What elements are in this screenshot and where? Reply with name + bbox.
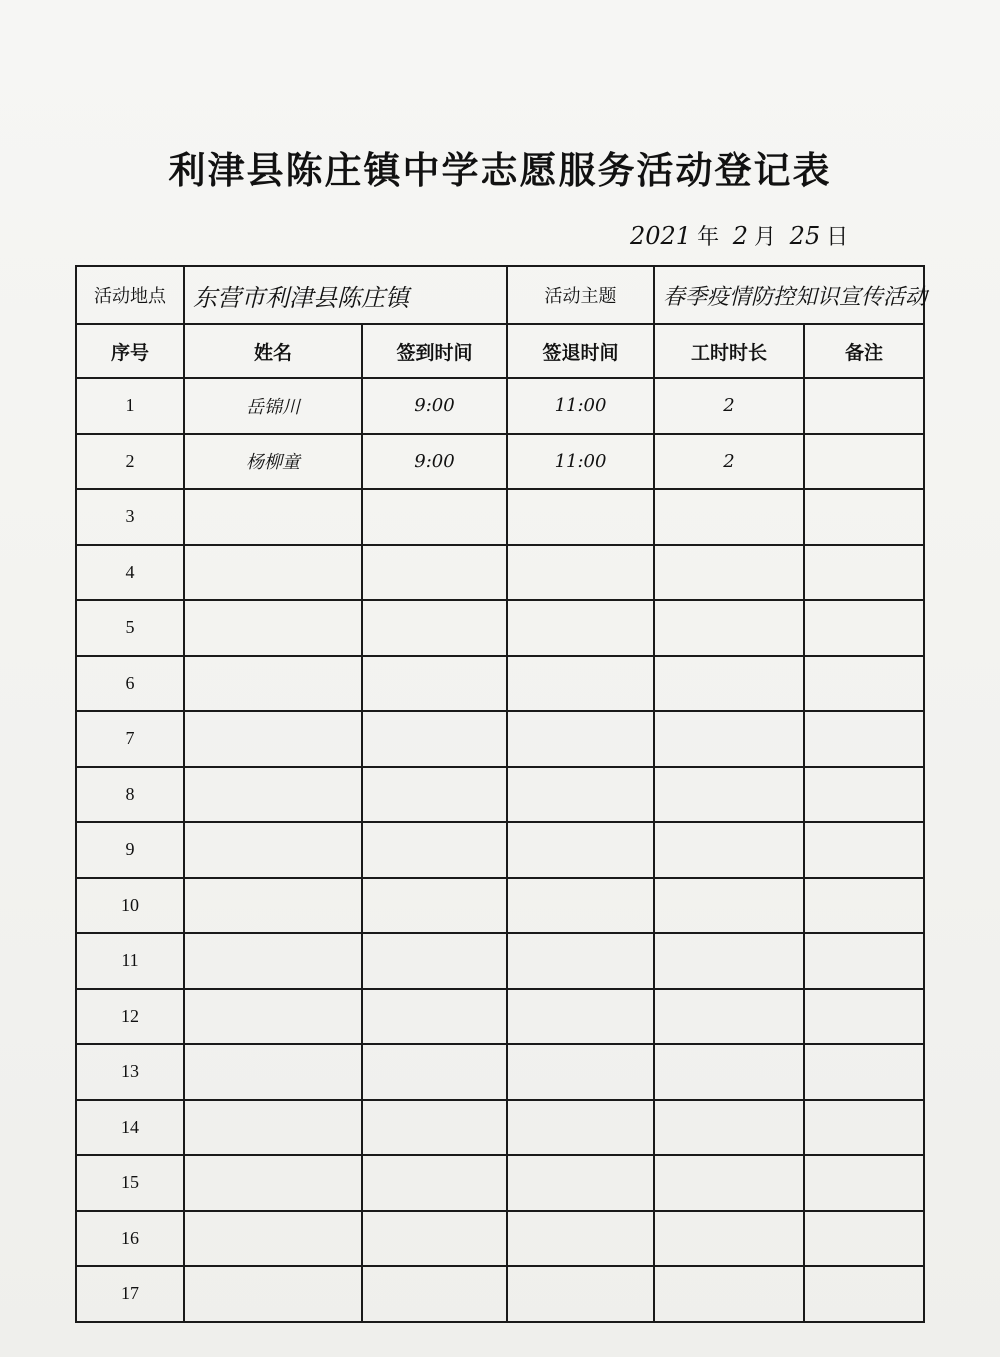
- table-body: [76, 378, 924, 1322]
- row-checkin: 9:00: [362, 378, 507, 434]
- row-name: [184, 545, 362, 601]
- row-name: 岳锦川: [184, 378, 362, 434]
- row-checkout: [507, 711, 654, 767]
- row-hours: [654, 545, 804, 601]
- row-hours: [654, 933, 804, 989]
- row-name: [184, 933, 362, 989]
- row-hours: [654, 600, 804, 656]
- row-seq: 14: [76, 1100, 184, 1156]
- row-seq: 7: [76, 711, 184, 767]
- row-checkout: 11:00: [507, 434, 654, 490]
- row-checkin: [362, 1211, 507, 1267]
- row-hours: [654, 1044, 804, 1100]
- row-checkout: [507, 1211, 654, 1267]
- row-hours: [654, 656, 804, 712]
- table-row: [76, 1100, 924, 1156]
- row-note: [804, 822, 924, 878]
- row-hours: 2: [654, 434, 804, 490]
- row-name: [184, 1100, 362, 1156]
- row-seq: 1: [76, 378, 184, 434]
- date-year-label: 年: [697, 225, 720, 250]
- date-day: 25: [789, 222, 821, 250]
- row-name: [184, 767, 362, 823]
- theme-label: 活动主题: [507, 266, 654, 324]
- row-name: 杨柳童: [184, 434, 362, 490]
- row-name: [184, 1044, 362, 1100]
- row-checkin: [362, 878, 507, 934]
- table-row: [76, 989, 924, 1045]
- row-checkout: [507, 489, 654, 545]
- row-seq: 10: [76, 878, 184, 934]
- row-note: [804, 989, 924, 1045]
- col-header-seq: 序号: [76, 324, 184, 378]
- row-seq: 5: [76, 600, 184, 656]
- date-line: [630, 220, 854, 251]
- row-hours: [654, 767, 804, 823]
- table-row: [76, 767, 924, 823]
- row-name: [184, 878, 362, 934]
- row-name: [184, 600, 362, 656]
- row-checkin: [362, 989, 507, 1045]
- row-note: [804, 600, 924, 656]
- row-checkout: 11:00: [507, 378, 654, 434]
- date-month-label: 月: [754, 225, 777, 250]
- row-name: [184, 822, 362, 878]
- table-row: [76, 600, 924, 656]
- row-note: [804, 378, 924, 434]
- row-name: [184, 489, 362, 545]
- row-hours: [654, 1100, 804, 1156]
- row-checkout: [507, 1044, 654, 1100]
- row-seq: 16: [76, 1211, 184, 1267]
- row-seq: 13: [76, 1044, 184, 1100]
- row-checkout: [507, 600, 654, 656]
- row-seq: 15: [76, 1155, 184, 1211]
- row-checkin: [362, 822, 507, 878]
- row-checkin: 9:00: [362, 434, 507, 490]
- row-note: [804, 1155, 924, 1211]
- row-checkin: [362, 1044, 507, 1100]
- info-row: [76, 266, 924, 324]
- row-checkout: [507, 933, 654, 989]
- location-value: 东营市利津县陈庄镇: [184, 266, 507, 324]
- row-hours: [654, 989, 804, 1045]
- table-row: [76, 878, 924, 934]
- table-row: [76, 822, 924, 878]
- row-checkin: [362, 711, 507, 767]
- row-note: [804, 1044, 924, 1100]
- row-seq: 3: [76, 489, 184, 545]
- row-hours: 2: [654, 378, 804, 434]
- date-day-label: 日: [826, 225, 849, 250]
- row-hours: [654, 822, 804, 878]
- row-checkin: [362, 545, 507, 601]
- row-seq: 17: [76, 1266, 184, 1322]
- row-checkin: [362, 1100, 507, 1156]
- row-checkout: [507, 989, 654, 1045]
- table-row: [76, 1044, 924, 1100]
- row-seq: 11: [76, 933, 184, 989]
- page-title: 利津县陈庄镇中学志愿服务活动登记表: [168, 148, 832, 192]
- row-note: [804, 489, 924, 545]
- row-hours: [654, 489, 804, 545]
- row-checkout: [507, 1266, 654, 1322]
- col-header-checkin: 签到时间: [362, 324, 507, 378]
- row-name: [184, 989, 362, 1045]
- row-note: [804, 1211, 924, 1267]
- row-seq: 4: [76, 545, 184, 601]
- row-checkin: [362, 933, 507, 989]
- date-year: 2021: [630, 222, 692, 250]
- row-checkout: [507, 1100, 654, 1156]
- row-checkout: [507, 878, 654, 934]
- row-note: [804, 711, 924, 767]
- row-checkout: [507, 1155, 654, 1211]
- row-seq: 2: [76, 434, 184, 490]
- table-row: [76, 1266, 924, 1322]
- row-hours: [654, 1266, 804, 1322]
- row-seq: 9: [76, 822, 184, 878]
- table-row: [76, 378, 924, 434]
- row-note: [804, 1100, 924, 1156]
- row-note: [804, 656, 924, 712]
- col-header-note: 备注: [804, 324, 924, 378]
- row-checkin: [362, 656, 507, 712]
- registration-table: [75, 265, 928, 1323]
- row-hours: [654, 1211, 804, 1267]
- row-checkin: [362, 600, 507, 656]
- row-checkin: [362, 767, 507, 823]
- row-note: [804, 767, 924, 823]
- header-row: [76, 324, 924, 378]
- col-header-name: 姓名: [184, 324, 362, 378]
- row-checkout: [507, 822, 654, 878]
- location-label: 活动地点: [76, 266, 184, 324]
- row-name: [184, 656, 362, 712]
- row-checkout: [507, 656, 654, 712]
- row-seq: 6: [76, 656, 184, 712]
- table-row: [76, 545, 924, 601]
- row-seq: 8: [76, 767, 184, 823]
- row-checkout: [507, 767, 654, 823]
- row-hours: [654, 711, 804, 767]
- col-header-checkout: 签退时间: [507, 324, 654, 378]
- row-name: [184, 1211, 362, 1267]
- row-note: [804, 1266, 924, 1322]
- row-note: [804, 933, 924, 989]
- row-name: [184, 1155, 362, 1211]
- row-checkin: [362, 489, 507, 545]
- row-note: [804, 878, 924, 934]
- row-seq: 12: [76, 989, 184, 1045]
- date-month: 2: [732, 222, 749, 250]
- row-note: [804, 434, 924, 490]
- row-checkout: [507, 545, 654, 601]
- row-checkin: [362, 1266, 507, 1322]
- table-row: [76, 1155, 924, 1211]
- row-hours: [654, 1155, 804, 1211]
- row-name: [184, 1266, 362, 1322]
- table-row: [76, 434, 924, 490]
- table-row: [76, 1211, 924, 1267]
- row-name: [184, 711, 362, 767]
- theme-value: 春季疫情防控知识宣传活动: [654, 266, 924, 324]
- row-hours: [654, 878, 804, 934]
- table-row: [76, 489, 924, 545]
- row-note: [804, 545, 924, 601]
- row-checkin: [362, 1155, 507, 1211]
- col-header-hours: 工时时长: [654, 324, 804, 378]
- table-row: [76, 933, 924, 989]
- table-row: [76, 711, 924, 767]
- table-row: [76, 656, 924, 712]
